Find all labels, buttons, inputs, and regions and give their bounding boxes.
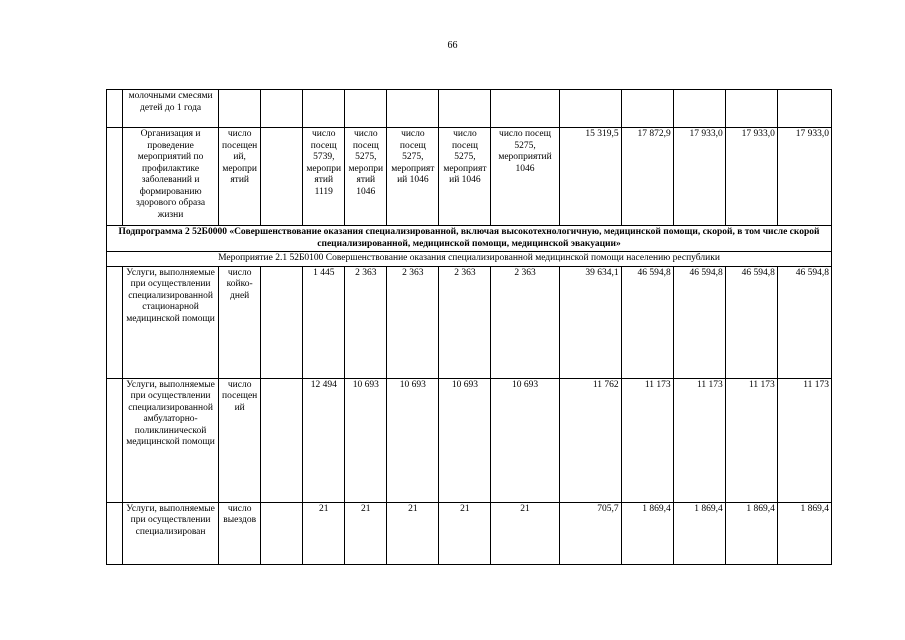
table-row [107,266,832,378]
measure-name: молочными смесями детей до 1 года [123,90,219,128]
measure-name: Организация и проведение мероприятий по профилактике заболеваний и формированию здорового образа жизни [123,128,219,226]
funding-cell: 11 173 [725,378,777,502]
funding-cell: 15 319,5 [559,128,621,226]
funding-cell: 17 872,9 [621,128,673,226]
indicator-cell: 21 [303,502,345,564]
unit-cell: число посещений [219,378,261,502]
indicator-cell: 2 363 [345,266,387,378]
indicator-cell: 21 [439,502,491,564]
table-row [107,502,832,564]
index-cell [107,128,123,226]
indicator-cell: число посещ 5275, мероприятий 1046 [345,128,387,226]
funding-cell: 17 933,0 [725,128,777,226]
program-table [106,89,832,565]
indicator-cell: 2 363 [387,266,439,378]
unit-cell: число койко-дней [219,266,261,378]
measure-name: Услуги, выполняемые при осуществлении специализированной амбулаторно-поликлинической медицинской помощи [123,378,219,502]
indicator-cell: 2 363 [491,266,559,378]
funding-cell: 46 594,8 [725,266,777,378]
event-heading: Мероприятие 2.1 52Б0100 Совершенствование оказания специализированной медицинской помощи населению республики [107,252,832,267]
funding-cell: 17 933,0 [673,128,725,226]
index-cell [107,378,123,502]
unit-cell: число выездов [219,502,261,564]
funding-cell: 1 869,4 [673,502,725,564]
unit-cell: число посещений, мероприятий [219,128,261,226]
measure-name: Услуги, выполняемые при осуществлении специализирован [123,502,219,564]
funding-cell: 1 869,4 [621,502,673,564]
indicator-cell: 1 445 [303,266,345,378]
funding-cell: 46 594,8 [621,266,673,378]
funding-cell: 17 933,0 [777,128,831,226]
indicator-cell: 21 [491,502,559,564]
funding-cell: 11 173 [673,378,725,502]
table-row [107,90,832,128]
funding-cell: 11 173 [621,378,673,502]
subprogram-heading: Подпрограмма 2 52Б0000 «Совершенствование оказания специализированной, включая высокотехнологичную, медицинской помощи, скорой, в том числе скорой специализированной, медицинской помощи, медицинской эвакуации» [107,226,832,252]
indicator-cell: 10 693 [491,378,559,502]
funding-cell: 11 173 [777,378,831,502]
table-row [107,252,832,267]
indicator-cell: 12 494 [303,378,345,502]
indicator-cell: число посещ 5275, мероприятий 1046 [387,128,439,226]
page-number: 66 [447,40,458,51]
indicator-cell: число посещ 5739, мероприятий 1119 [303,128,345,226]
indicator-cell: 21 [345,502,387,564]
funding-cell: 705,7 [559,502,621,564]
indicator-cell: 10 693 [387,378,439,502]
funding-cell: 39 634,1 [559,266,621,378]
funding-cell: 46 594,8 [777,266,831,378]
funding-cell: 1 869,4 [777,502,831,564]
indicator-cell: 2 363 [439,266,491,378]
funding-cell: 46 594,8 [673,266,725,378]
funding-cell: 1 869,4 [725,502,777,564]
measure-name: Услуги, выполняемые при осуществлении специализированной стационарной медицинской помощи [123,266,219,378]
indicator-cell: число посещ 5275, мероприятий 1046 [491,128,559,226]
index-cell [107,502,123,564]
index-cell [107,90,123,128]
table-row [107,128,832,226]
indicator-cell: 10 693 [439,378,491,502]
index-cell [107,266,123,378]
indicator-cell: 21 [387,502,439,564]
funding-cell: 11 762 [559,378,621,502]
indicator-cell: 10 693 [345,378,387,502]
table-row [107,378,832,502]
indicator-cell: число посещ 5275, мероприятий 1046 [439,128,491,226]
table-row [107,226,832,252]
